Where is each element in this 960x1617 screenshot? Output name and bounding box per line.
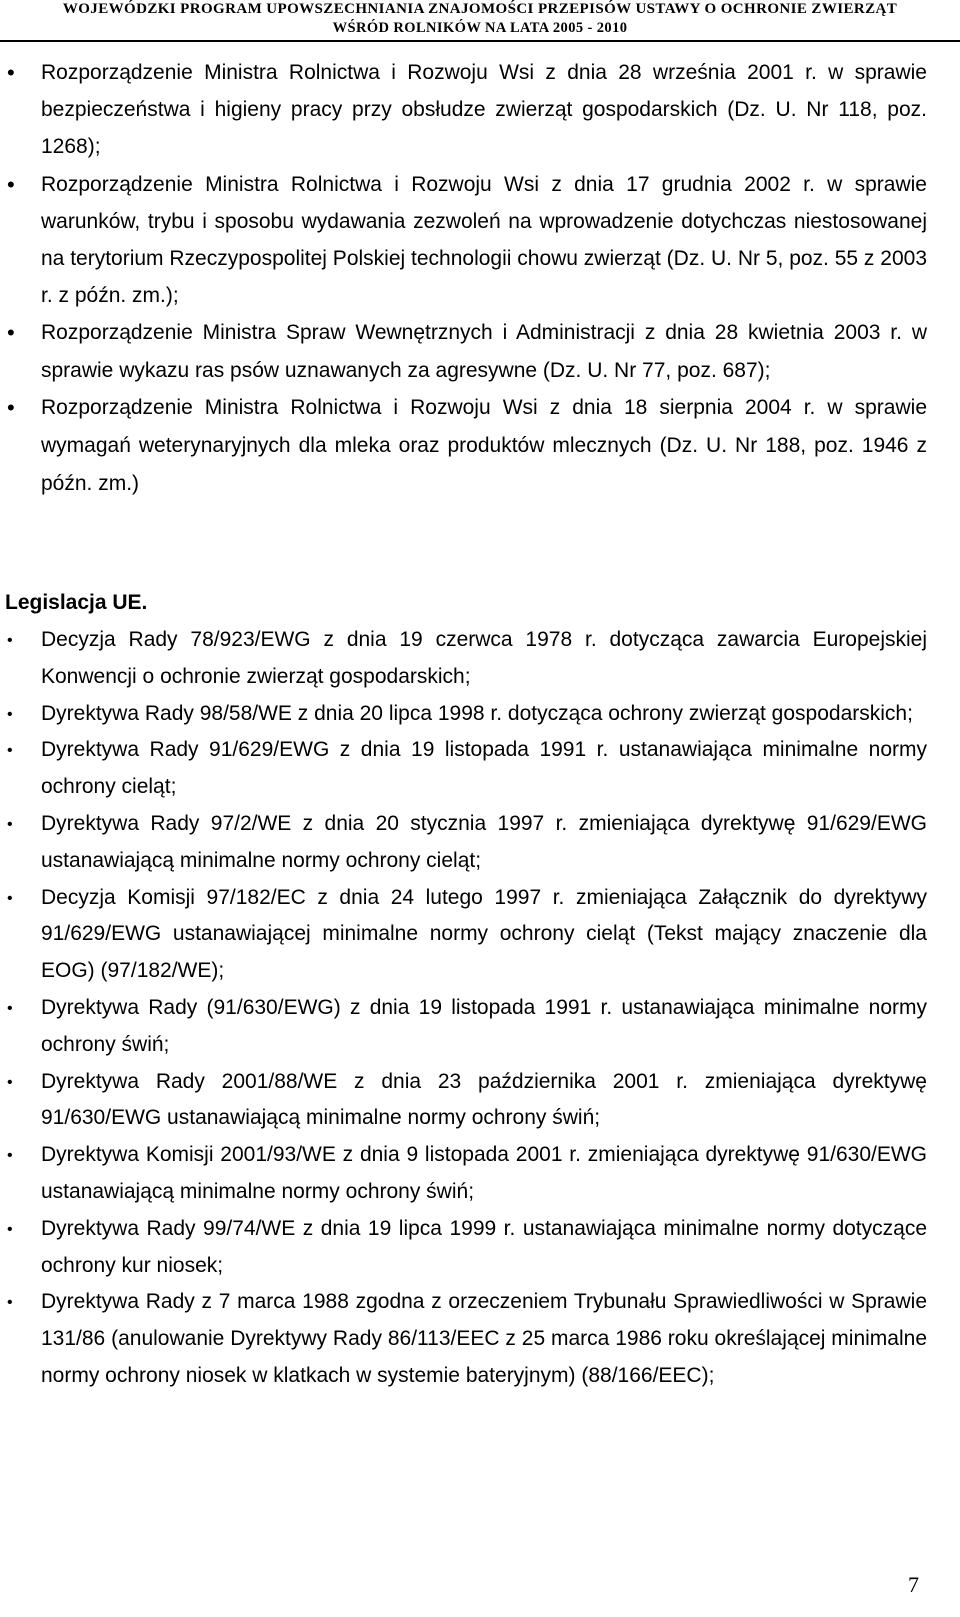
bullet-icon: •: [7, 1294, 13, 1312]
header-divider: [0, 40, 960, 42]
list-item-text: Dyrektywa Rady 98/58/WE z dnia 20 lipca 1998 r. dotycząca ochrony zwierząt gospodarskich;: [41, 701, 913, 725]
national-law-list: [7, 54, 927, 503]
list-item-text: Decyzja Komisji 97/182/EC z dnia 24 lutego 1997 r. zmieniająca Załącznik do dyrektywy 91/629/EWG ustanawiającej minimalne normy ochrony cieląt (Tekst mający znaczenie dla EOG) (97/182/WE);: [41, 885, 927, 983]
header-line-1: WOJEWÓDZKI PROGRAM UPOWSZECHNIANIA ZNAJOMOŚCI PRZEPISÓW USTAWY O OCHRONIE ZWIERZĄT: [62, 1, 898, 17]
bullet-icon: •: [7, 1220, 13, 1238]
bullet-icon: •: [7, 171, 15, 197]
bullet-icon: •: [7, 815, 13, 833]
list-item: [7, 732, 927, 806]
list-item: [7, 1211, 927, 1285]
list-item-text: Decyzja Rady 78/923/EWG z dnia 19 czerwca 1978 r. dotycząca zawarcia Europejskiej Konwencji o ochronie zwierząt gospodarskich;: [41, 628, 927, 688]
bullet-icon: •: [7, 889, 13, 907]
list-item-text: Rozporządzenie Ministra Rolnictwa i Rozwoju Wsi z dnia 18 sierpnia 2004 r. w sprawie wymagań weterynaryjnych dla mleka oraz produktów mlecznych (Dz. U. Nr 188, poz. 1946 z późn. zm.): [41, 395, 927, 495]
list-item-text: Dyrektywa Komisji 2001/93/WE z dnia 9 listopada 2001 r. zmieniająca dyrektywę 91/630/EWG ustanawiającą minimalne normy ochrony świń;: [41, 1143, 927, 1203]
list-item-text: Dyrektywa Rady 2001/88/WE z dnia 23 października 2001 r. zmieniająca dyrektywę 91/630/EWG ustanawiającą minimalne normy ochrony świń;: [41, 1069, 927, 1130]
list-item: [7, 1137, 927, 1211]
bullet-icon: •: [7, 1073, 13, 1091]
list-item: [7, 696, 927, 733]
bullet-icon: •: [7, 999, 13, 1017]
header-line-2: WŚRÓD ROLNIKÓW NA LATA 2005 - 2010: [332, 20, 628, 36]
eu-law-list: [7, 622, 927, 1395]
bullet-icon: •: [7, 742, 13, 760]
bullet-icon: •: [7, 705, 13, 723]
list-item: [7, 880, 927, 990]
bullet-icon: •: [7, 320, 15, 346]
list-item: [7, 806, 927, 880]
list-item-text: Rozporządzenie Ministra Rolnictwa i Rozwoju Wsi z dnia 28 września 2001 r. w sprawie bezpieczeństwa i higieny pracy przy obsłudze zwierząt gospodarskich (Dz. U. Nr 118, poz. 1268);: [41, 61, 927, 159]
list-item-text: Dyrektywa Rady z 7 marca 1988 zgodna z orzeczeniem Trybunału Sprawiedliwości w Sprawie 131/86 (anulowanie Dyrektywy Rady 86/113/EEC z 25 marca 1986 roku określającej minimalne normy ochrony niosek w klatkach w systemie bateryjnym) (88/166/EEC);: [41, 1290, 927, 1387]
list-item-text: Dyrektywa Rady 91/629/EWG z dnia 19 listopada 1991 r. ustanawiająca minimalne normy ochrony cieląt;: [41, 738, 927, 799]
list-item-text: Rozporządzenie Ministra Spraw Wewnętrznych i Administracji z dnia 28 kwietnia 2003 r. w sprawie wykazu ras psów uznawanych za agresywne (Dz. U. Nr 77, poz. 687);: [41, 321, 927, 382]
bullet-icon: •: [7, 60, 15, 85]
list-item: [7, 166, 927, 315]
list-item: [7, 1064, 927, 1138]
list-item-text: Dyrektywa Rady 99/74/WE z dnia 19 lipca 1999 r. ustanawiająca minimalne normy dotyczące ochrony kur niosek;: [41, 1216, 927, 1277]
bullet-icon: •: [7, 394, 15, 420]
bullet-icon: •: [7, 1147, 13, 1165]
list-item: [7, 314, 927, 388]
list-item-text: Dyrektywa Rady 97/2/WE z dnia 20 stycznia 1997 r. zmieniająca dyrektywę 91/629/EWG ustanawiającą minimalne normy ochrony cieląt;: [41, 811, 927, 872]
list-item: [7, 389, 927, 503]
list-item: [7, 622, 927, 696]
list-item: [7, 990, 927, 1064]
page-header: [0, 0, 960, 40]
bullet-icon: •: [7, 632, 13, 649]
list-item: [7, 1284, 927, 1394]
list-item: [7, 54, 927, 166]
list-item-text: Dyrektywa Rady (91/630/EWG) z dnia 19 listopada 1991 r. ustanawiająca minimalne normy ochrony świń;: [41, 995, 927, 1056]
list-item-text: Rozporządzenie Ministra Rolnictwa i Rozwoju Wsi z dnia 17 grudnia 2002 r. w sprawie warunków, trybu i sposobu wydawania zezwoleń na wprowadzenie dotychczas niestosowanej na terytorium Rzeczypospolitej Polskiej technologii chowu zwierząt (Dz. U. Nr 5, poz. 55 z 2003 r. z późn. zm.);: [41, 172, 927, 308]
eu-section-title: Legislacja UE.: [5, 591, 148, 614]
page-number: 7: [908, 1572, 919, 1597]
